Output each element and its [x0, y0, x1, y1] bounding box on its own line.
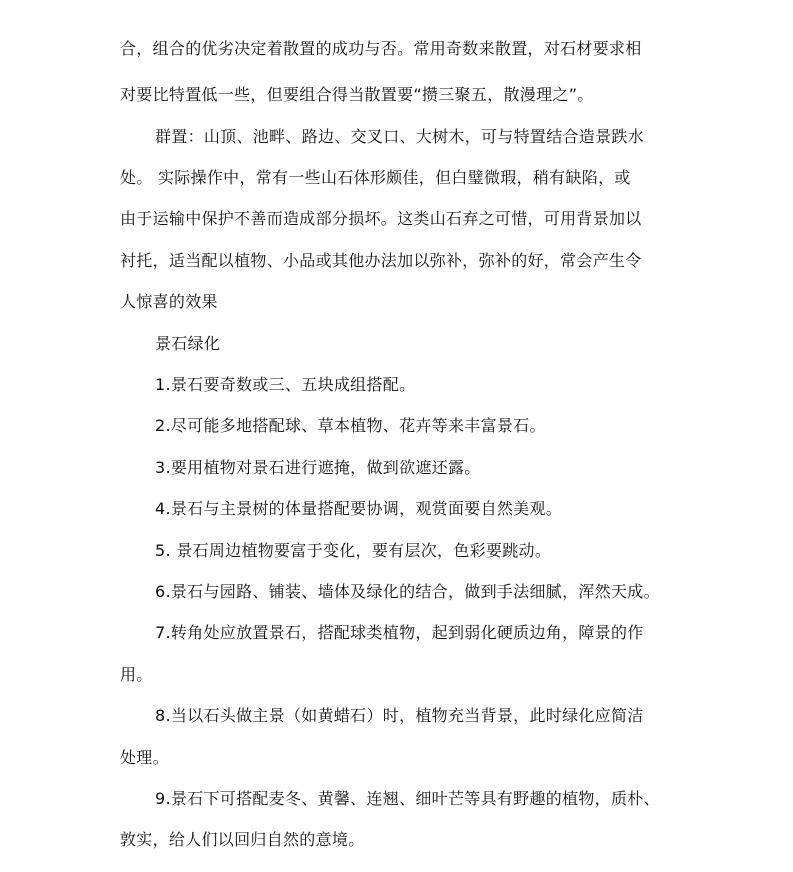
text-line: 处理。 [120, 748, 169, 767]
list-item: 6.景石与园路、铺装、墙体及绿化的结合，做到手法细腻，浑然天成。 [155, 582, 660, 601]
list-item: 2.尽可能多地搭配球、草本植物、花卉等来丰富景石。 [155, 416, 546, 435]
list-item: 4.景石与主景树的体量搭配要协调，观赏面要自然美观。 [155, 499, 563, 518]
list-item: 1.景石要奇数或三、五块成组搭配。 [155, 375, 416, 394]
list-item: 8.当以石头做主景（如黄蜡石）时，植物充当背景，此时绿化应简洁 [155, 706, 644, 725]
text-line: 由于运输中保护不善而造成部分损坏。这类山石弃之可惜，可用背景加以 [120, 209, 642, 228]
list-item: 9.景石下可搭配麦冬、黄馨、连翘、细叶芒等具有野趣的植物，质朴、 [155, 789, 660, 808]
section-heading: 景石绿化 [155, 334, 221, 353]
text-line: 敦实，给人们以回归自然的意境。 [120, 830, 365, 849]
list-item: 7.转角处应放置景石，搭配球类植物，起到弱化硬质边角，障景的作 [155, 623, 644, 642]
text-line: 用。 [120, 665, 153, 684]
text-line: 人惊喜的效果 [120, 292, 218, 311]
list-item: 5. 景石周边植物要富于变化，要有层次，色彩要跳动。 [155, 541, 552, 560]
text-line: 合，组合的优劣决定着散置的成功与否。常用奇数来散置，对石材要求相 [120, 39, 642, 58]
text-line: 对要比特置低一些，但要组合得当散置要“攒三聚五，散漫理之”。 [120, 85, 594, 104]
text-line: 衬托，适当配以植物、小品或其他办法加以弥补，弥补的好，常会产生令 [120, 251, 642, 270]
text-line: 群置：山顶、池畔、路边、交叉口、大树木，可与特置结合造景跌水 [155, 127, 645, 146]
text-line: 处。 实际操作中，常有一些山石体形颇佳，但白璧微瑕，稍有缺陷，或 [120, 168, 631, 187]
list-item: 3.要用植物对景石进行遮掩，做到欲遮还露。 [155, 458, 481, 477]
